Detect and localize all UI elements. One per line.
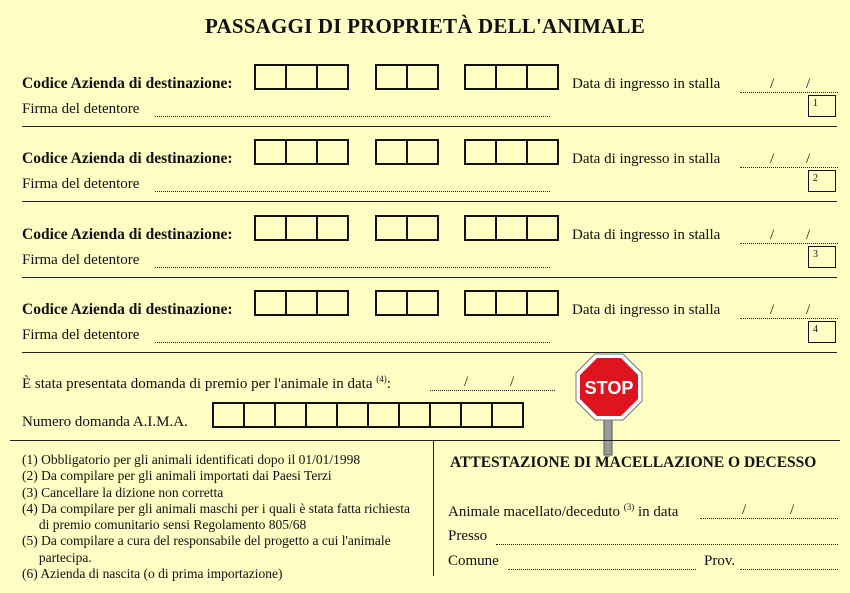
- footnote-line: (1) Obbligatorio per gli animali identificati dopo il 01/01/1998: [22, 452, 361, 467]
- firma-detentore-label: Firma del detentore: [22, 252, 140, 268]
- firma-detentore-field[interactable]: [155, 116, 550, 117]
- footnote-line: (5) Da compilare a cura del responsabile del progetto a cui l'animale: [22, 533, 391, 549]
- aima-digit-box[interactable]: [369, 404, 400, 426]
- macellato-footnote-ref: (3): [623, 502, 635, 512]
- codice-digit-box[interactable]: [528, 66, 557, 88]
- row-number-box: 3: [808, 246, 836, 268]
- data-ingresso-label: Data di ingresso in stalla: [572, 227, 721, 243]
- codice-digit-box[interactable]: [497, 217, 528, 239]
- presso-field[interactable]: [496, 544, 838, 545]
- aima-digit-box[interactable]: [493, 404, 522, 426]
- date-slash: /: [770, 302, 775, 318]
- codice-azienda-box-group[interactable]: [375, 64, 439, 90]
- aima-label: Numero domanda A.I.M.A.: [22, 414, 188, 430]
- codice-digit-box[interactable]: [497, 292, 528, 314]
- aima-digit-box[interactable]: [276, 404, 307, 426]
- codice-azienda-label: Codice Azienda di destinazione:: [22, 75, 233, 92]
- presso-label: Presso: [448, 528, 488, 544]
- aima-number-field[interactable]: [212, 402, 524, 428]
- codice-digit-box[interactable]: [408, 66, 437, 88]
- codice-digit-box[interactable]: [377, 217, 408, 239]
- footnote-line: (2) Da compilare per gli animali importati dai Paesi Terzi: [22, 468, 332, 484]
- codice-digit-box[interactable]: [256, 66, 287, 88]
- codice-digit-box[interactable]: [287, 141, 318, 163]
- aima-digit-box[interactable]: [338, 404, 369, 426]
- codice-azienda-label: Codice Azienda di destinazione:: [22, 226, 233, 243]
- firma-detentore-field[interactable]: [155, 342, 550, 343]
- row-number-box: 1: [808, 95, 836, 117]
- date-slash: /: [806, 151, 811, 167]
- data-ingresso-field[interactable]: [740, 167, 838, 168]
- codice-azienda-box-group[interactable]: [464, 215, 559, 241]
- codice-digit-box[interactable]: [287, 217, 318, 239]
- data-ingresso-field[interactable]: [740, 92, 838, 93]
- date-slash: /: [770, 76, 775, 92]
- codice-digit-box[interactable]: [466, 217, 497, 239]
- date-slash: /: [770, 227, 775, 243]
- codice-digit-box[interactable]: [377, 66, 408, 88]
- premio-label: [22, 374, 391, 393]
- codice-digit-box[interactable]: [256, 217, 287, 239]
- data-ingresso-label: Data di ingresso in stalla: [572, 151, 721, 167]
- date-slash: /: [806, 302, 811, 318]
- comune-field[interactable]: [508, 569, 696, 570]
- firma-detentore-field[interactable]: [155, 267, 550, 268]
- codice-azienda-box-group[interactable]: [254, 215, 349, 241]
- firma-detentore-label: Firma del detentore: [22, 176, 140, 192]
- codice-digit-box[interactable]: [466, 292, 497, 314]
- footnote-line: partecipa.: [22, 549, 92, 565]
- footer-top-divider: [10, 440, 840, 441]
- codice-digit-box[interactable]: [318, 292, 347, 314]
- codice-azienda-box-group[interactable]: [464, 139, 559, 165]
- row-number-box: 2: [808, 170, 836, 192]
- footer-vertical-divider: [433, 441, 434, 576]
- codice-digit-box[interactable]: [408, 292, 437, 314]
- codice-azienda-box-group[interactable]: [464, 64, 559, 90]
- footnote-line: (3) Cancellare la dizione non corretta: [22, 484, 224, 500]
- codice-digit-box[interactable]: [466, 66, 497, 88]
- codice-azienda-box-group[interactable]: [375, 290, 439, 316]
- data-ingresso-label: Data di ingresso in stalla: [572, 76, 721, 92]
- codice-digit-box[interactable]: [528, 141, 557, 163]
- codice-azienda-label: Codice Azienda di destinazione:: [22, 301, 233, 318]
- codice-digit-box[interactable]: [408, 217, 437, 239]
- codice-azienda-box-group[interactable]: [254, 139, 349, 165]
- prov-field[interactable]: [740, 569, 838, 570]
- codice-digit-box[interactable]: [408, 141, 437, 163]
- codice-digit-box[interactable]: [466, 141, 497, 163]
- data-ingresso-label: Data di ingresso in stalla: [572, 302, 721, 318]
- date-slash: /: [770, 151, 775, 167]
- codice-digit-box[interactable]: [318, 66, 347, 88]
- aima-digit-box[interactable]: [245, 404, 276, 426]
- stop-sign-icon: [573, 352, 645, 457]
- premio-date-slash-1: /: [464, 374, 469, 390]
- codice-digit-box[interactable]: [256, 292, 287, 314]
- firma-detentore-field[interactable]: [155, 191, 550, 192]
- macellato-date-slash-2: /: [790, 502, 795, 518]
- aima-digit-box[interactable]: [214, 404, 245, 426]
- premio-colon: :: [386, 376, 391, 392]
- footnotes-list: [22, 452, 410, 582]
- codice-digit-box[interactable]: [287, 292, 318, 314]
- date-slash: /: [806, 227, 811, 243]
- row-divider: [22, 126, 837, 127]
- macellato-date-field[interactable]: [700, 518, 838, 519]
- codice-azienda-box-group[interactable]: [375, 139, 439, 165]
- codice-digit-box[interactable]: [256, 141, 287, 163]
- codice-digit-box[interactable]: [497, 141, 528, 163]
- footnote-line: di premio comunitario sensi Regolamento 805/68: [22, 517, 307, 533]
- aima-digit-box[interactable]: [400, 404, 431, 426]
- codice-azienda-box-group[interactable]: [375, 215, 439, 241]
- premio-date-field[interactable]: [430, 390, 555, 391]
- row-divider: [22, 201, 837, 202]
- date-slash: /: [806, 76, 811, 92]
- codice-digit-box[interactable]: [318, 141, 347, 163]
- footnote-line: (4) Da compilare per gli animali maschi per i quali è stata fatta richiesta: [22, 500, 410, 516]
- prov-label: Prov.: [704, 553, 736, 569]
- codice-digit-box[interactable]: [287, 66, 318, 88]
- macellato-date-slash-1: /: [742, 502, 747, 518]
- codice-digit-box[interactable]: [377, 292, 408, 314]
- macellato-suffix: in data: [638, 504, 679, 520]
- page-title: PASSAGGI DI PROPRIETÀ DELL'ANIMALE: [205, 14, 645, 38]
- comune-label: Comune: [448, 553, 499, 569]
- stop-sign-text: STOP: [584, 378, 634, 398]
- aima-digit-box[interactable]: [431, 404, 462, 426]
- data-ingresso-field[interactable]: [740, 318, 838, 319]
- premio-label-text: È stata presentata domanda di premio per l'animale in data: [22, 376, 373, 392]
- premio-footnote-ref: (4): [376, 374, 387, 384]
- codice-azienda-box-group[interactable]: [254, 64, 349, 90]
- codice-digit-box[interactable]: [497, 66, 528, 88]
- aima-digit-box[interactable]: [462, 404, 493, 426]
- row-number-box: 4: [808, 321, 836, 343]
- firma-detentore-label: Firma del detentore: [22, 101, 140, 117]
- attestazione-title: ATTESTAZIONE DI MACELLAZIONE O DECESSO: [450, 454, 817, 471]
- codice-azienda-label: Codice Azienda di destinazione:: [22, 150, 233, 167]
- codice-azienda-box-group[interactable]: [254, 290, 349, 316]
- codice-azienda-box-group[interactable]: [464, 290, 559, 316]
- firma-detentore-label: Firma del detentore: [22, 327, 140, 343]
- aima-digit-box[interactable]: [307, 404, 338, 426]
- codice-digit-box[interactable]: [377, 141, 408, 163]
- row-divider: [22, 277, 837, 278]
- section-divider: [22, 352, 837, 353]
- codice-digit-box[interactable]: [318, 217, 347, 239]
- macellato-label-text: Animale macellato/deceduto: [448, 504, 621, 520]
- footnote-line: (6) Azienda di nascita (o di prima importazione): [22, 566, 283, 582]
- codice-digit-box[interactable]: [528, 217, 557, 239]
- data-ingresso-field[interactable]: [740, 243, 838, 244]
- macellato-label: [448, 502, 678, 521]
- premio-date-slash-2: /: [510, 374, 515, 390]
- codice-digit-box[interactable]: [528, 292, 557, 314]
